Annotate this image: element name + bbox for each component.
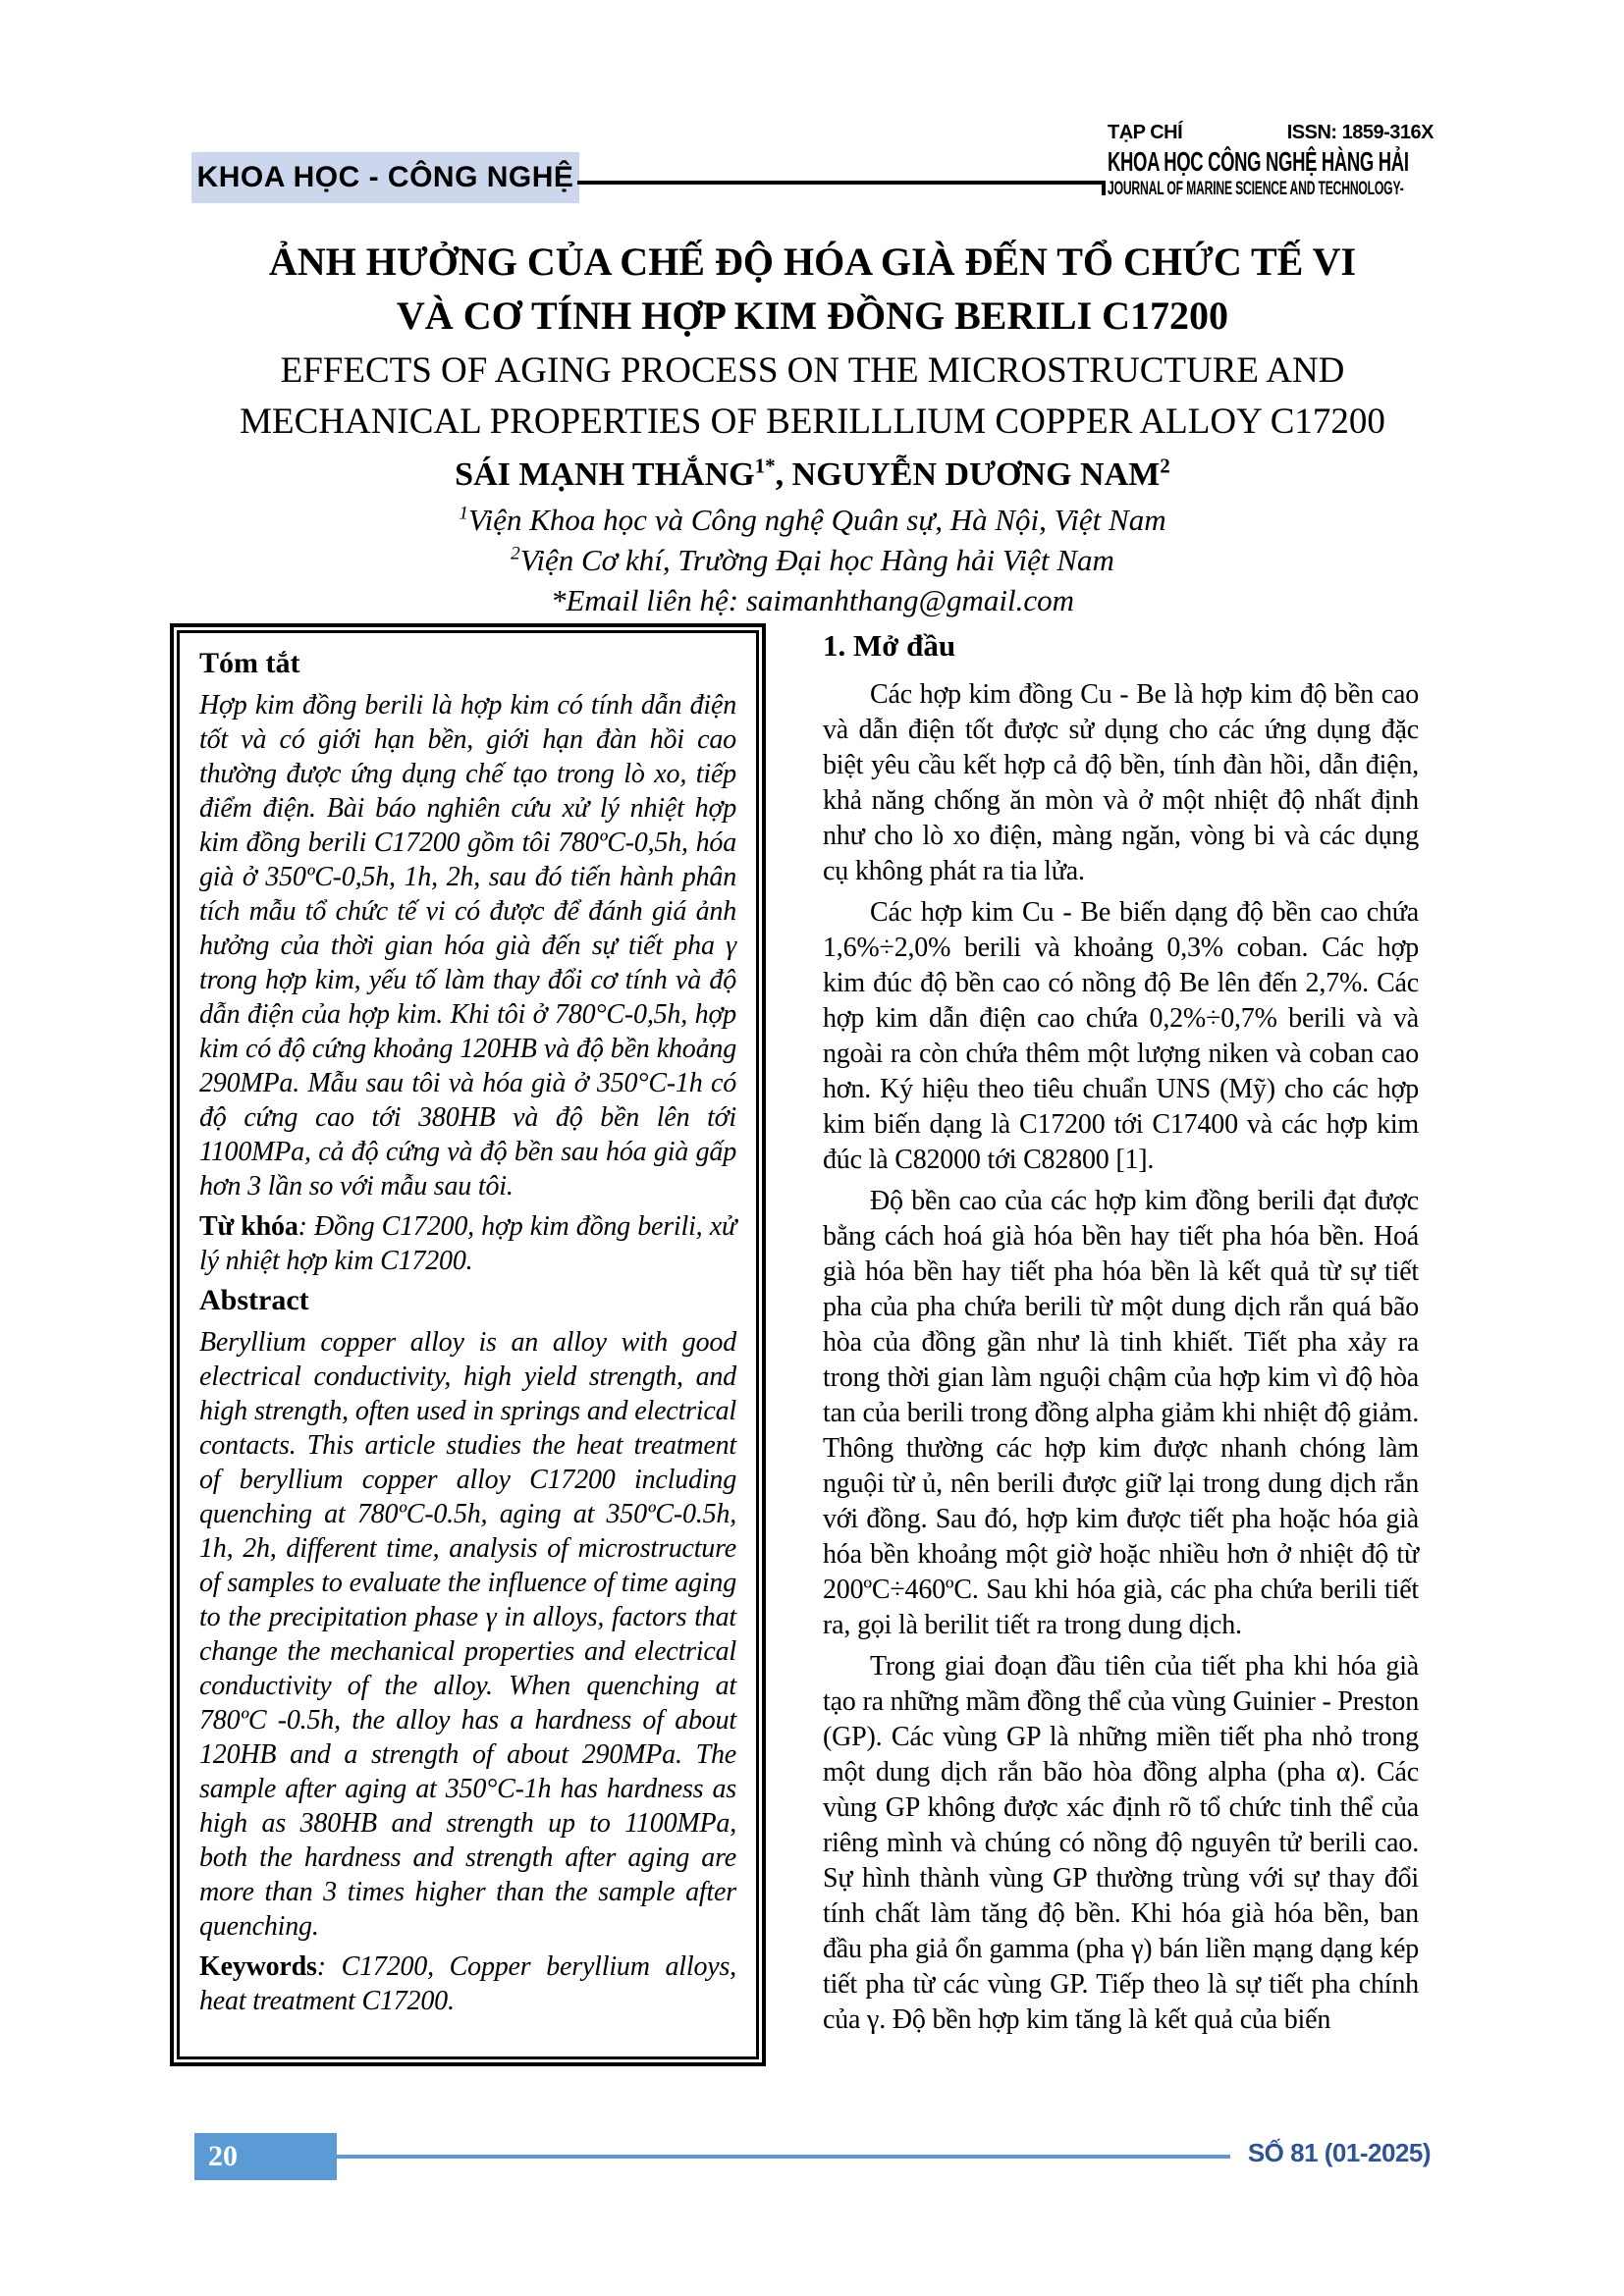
- abstract-heading: Abstract: [199, 1284, 309, 1316]
- journal-issn: ISSN: 1859-316X: [1286, 122, 1434, 143]
- tomtat-body: Hợp kim đồng berili là hợp kim có tính dẫn điện tốt và có giới hạn bền, giới hạn đàn hồi cao thường được ứng dụng chế tạo trong lò xo, tiếp điểm điện. Bài báo nghiên cứu xử lý nhiệt hợp kim đồng berili C17200 gồm tôi 780ºC-0,5h, hóa già ở 350ºC-0,5h, 1h, 2h, sau đó tiến hành phân tích mẫu tổ chức tế vi có được để đánh giá ảnh hưởng của thời gian hóa già đến sự tiết pha γ trong hợp kim, yếu tố làm thay đổi cơ tính và độ dẫn điện của hợp kim. Khi tôi ở 780°C-0,5h, hợp kim có độ cứng khoảng 120HB và độ bền khoảng 290MPa. Mẫu sau tôi và hóa già ở 350°C-1h có độ cứng cao tới 380HB và độ bền lên tới 1100MPa, cả độ cứng và độ bền sau hóa già gấp hơn 3 lần so với mẫu sau tôi.: [199, 690, 736, 1201]
- keywords-vi-text: : Đồng C17200, hợp kim đồng berili, xử lý nhiệt hợp kim C17200.: [199, 1211, 736, 1276]
- page-number: 20: [208, 2140, 238, 2172]
- affiliation-2-text: Viện Cơ khí, Trường Đại học Hàng hải Việt Nam: [519, 543, 1114, 577]
- paper-title-vi-line1: ẢNH HƯỞNG CỦA CHẾ ĐỘ HÓA GIÀ ĐẾN TỔ CHỨC TẾ VI: [268, 240, 1357, 284]
- keywords-en: [199, 1949, 736, 2018]
- affiliation-1-text: Viện Khoa học và Công nghệ Quân sự, Hà Nội, Việt Nam: [468, 503, 1166, 537]
- journal-name: KHOA HỌC CÔNG NGHỆ HÀNG HẢI: [1108, 146, 1409, 177]
- abstract-box-inner: [177, 630, 759, 2059]
- journal-tapchi-label: TẠP CHÍ: [1108, 122, 1183, 143]
- journal-masthead: [1108, 122, 1434, 200]
- issue-label: SỐ 81 (01-2025): [1247, 2138, 1431, 2167]
- paragraph-2: Các hợp kim Cu - Be biến dạng độ bền cao chứa 1,6%÷2,0% berili và khoảng 0,3% coban. Các hợp kim đúc độ bền cao có nồng độ Be lên đến 2,7%. Các hợp kim dẫn điện cao chứa 0,2%÷0,7% berili và và ngoài ra còn chứa thêm một lượng niken và coban cao hơn. Ký hiệu theo tiêu chuẩn UNS (Mỹ) cho các hợp kim biến dạng là C17200 tới C17400 và các hợp kim đúc là C82000 tới C82800 [1].: [823, 897, 1419, 1175]
- authors-line: [147, 456, 1478, 494]
- author-1: SÁI MẠNH THẮNG: [455, 456, 755, 493]
- section-1-heading: 1. Mở đầu: [823, 628, 956, 663]
- paragraph-3: Độ bền cao của các hợp kim đồng berili đạt được bằng cách hoá già hóa bền hay tiết pha hóa bền. Hoá già hóa bền hay tiết pha hóa bền là kết quả từ sự tiết pha của pha chứa berili từ một dung dịch rắn quá bão hòa của đồng gần như là tinh khiết. Tiết pha xảy ra trong thời gian làm nguội chậm của hợp kim vì độ hòa tan của berili trong đồng alpha giảm khi nhiệt độ giảm. Thông thường các hợp kim được nhanh chóng làm nguội từ ủ, nên berili được giữ lại trong dung dịch rắn với đồng. Sau đó, hợp kim được tiết pha hoặc hóa già hóa bền khoảng một giờ hoặc nhiều hơn ở nhiệt độ từ 200ºC÷460ºC. Sau khi hóa già, các pha chứa berili tiết ra, gọi là berilit tiết ra trong dung dịch.: [823, 1186, 1419, 1640]
- paragraph-1: Các hợp kim đồng Cu - Be là hợp kim độ bền cao và dẫn điện tốt được sử dụng cho các ứng dụng đặc biệt yêu cầu kết hợp cả độ bền, tính đàn hồi, dẫn điện, khả năng chống ăn mòn và ở một nhiệt độ nhất định như cho lò xo điện, màng ngăn, vòng bi và các dụng cụ không phát ra tia lửa.: [823, 679, 1419, 886]
- abstract-body: Beryllium copper alloy is an alloy with good electrical conductivity, high yield strength, and high strength, often used in springs and electrical contacts. This article studies the heat treatment of beryllium copper alloy C17200 including quenching at 780ºC-0.5h, aging at 350ºC-0.5h, 1h, 2h, different time, analysis of microstructure of samples to evaluate the influence of time aging to the precipitation phase γ in alloys, factors that change the mechanical properties and electrical conductivity of the alloy. When quenching at 780ºC -0.5h, the alloy has a hardness of about 120HB and a strength of about 290MPa. The sample after aging at 350°C-1h has hardness as high as 380HB and strength up to 1100MPa, both the hardness and strength after aging are more than 3 times higher than the sample after quenching.: [199, 1327, 736, 1942]
- author-1-sup: 1*: [754, 454, 776, 478]
- header-rule-line: [577, 181, 1106, 185]
- affiliation-1-sup: 1: [459, 503, 468, 524]
- contact-email: *Email liên hệ: saimanhthang@gmail.com: [550, 583, 1075, 617]
- keywords-vi: [199, 1209, 736, 1278]
- author-separator: ,: [775, 456, 792, 493]
- author-2: NGUYỄN DƯƠNG NAM: [791, 456, 1161, 493]
- affiliation-2: [147, 543, 1478, 578]
- journal-masthead-row1: [1108, 122, 1434, 144]
- paper-title-vi-line2: VÀ CƠ TÍNH HỢP KIM ĐỒNG BERILI C17200: [396, 294, 1229, 338]
- affiliation-1: [147, 503, 1478, 538]
- keywords-en-label: Keywords: [199, 1951, 317, 1982]
- paper-title-en-line2: MECHANICAL PROPERTIES OF BERILLLIUM COPPER ALLOY C17200: [240, 401, 1385, 442]
- keywords-vi-label: Từ khóa: [199, 1211, 298, 1242]
- main-column: [823, 628, 1419, 2044]
- tomtat-heading: Tóm tắt: [199, 647, 300, 679]
- paragraph-4: Trong giai đoạn đầu tiên của tiết pha khi hóa già tạo ra những mầm đồng thể của vùng Guinier - Preston (GP). Các vùng GP là những miền tiết pha nhỏ trong một dung dịch rắn bão hòa đồng alpha (pha α). Các vùng GP không được xác định rõ tổ chức tinh thể của riêng mình và chúng có nồng độ nguyên tử berili cao. Sự hình thành vùng GP thường trùng với sự thay đổi tính chất làm tăng độ bền. Khi hóa già hóa bền, ban đầu pha giả ổn gamma (pha γ) bán liền mạng dạng kép tiết pha từ các vùng GP. Tiếp theo là sự tiết pha chính của γ. Độ bền hợp kim tăng là kết quả của biến: [823, 1651, 1419, 2035]
- paper-title-en-line1: EFFECTS OF AGING PROCESS ON THE MICROSTRUCTURE AND: [280, 350, 1345, 391]
- abstract-box: [170, 623, 766, 2066]
- page-number-box: [194, 2133, 337, 2180]
- affiliation-2-sup: 2: [511, 543, 520, 564]
- keywords-en-text: : C17200, Copper beryllium alloys, heat treatment C17200.: [199, 1951, 736, 2016]
- section-band: [191, 152, 579, 203]
- section-band-label: KHOA HỌC - CÔNG NGHỆ: [196, 161, 574, 193]
- header-rule-corner: [1102, 181, 1106, 195]
- footer-rule-line: [337, 2155, 1230, 2159]
- author-2-sup: 2: [1160, 454, 1170, 478]
- journal-subtitle: JOURNAL OF MARINE SCIENCE AND TECHNOLOGY-: [1108, 179, 1404, 199]
